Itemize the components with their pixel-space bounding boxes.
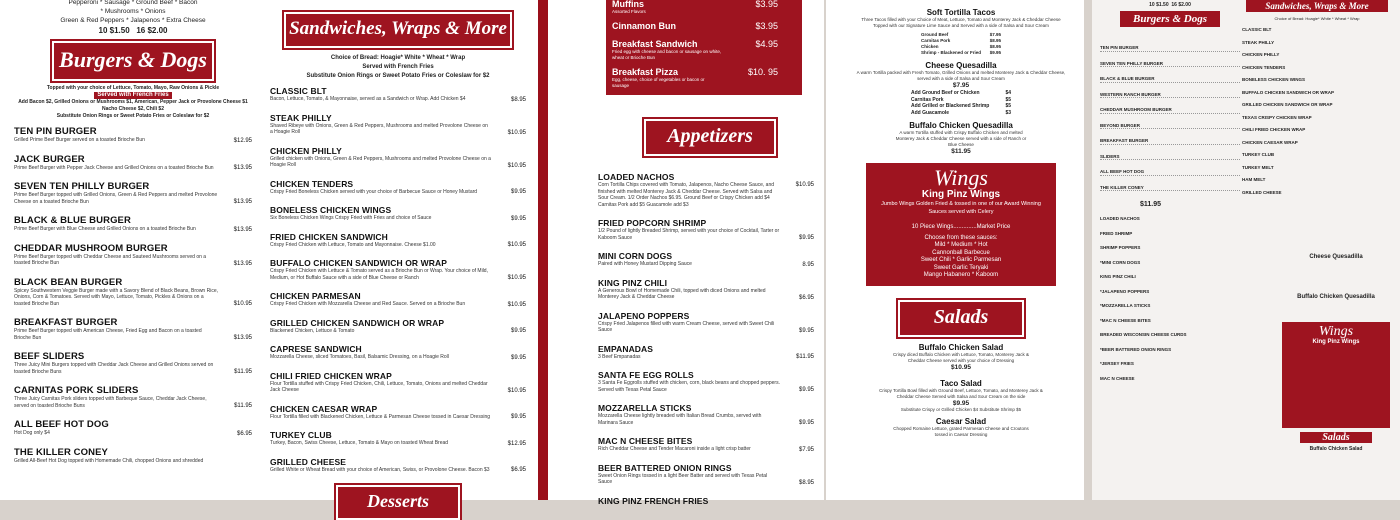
menu-item-desc: Mozzarella Cheese lightly breaded with Italian Bread Crumbs, served with Marinara Sauce [598, 413, 762, 426]
menu-item-price: $9.95 [798, 235, 814, 241]
menu-item [270, 457, 526, 474]
menu-item [270, 371, 526, 394]
appetizer-list [598, 172, 814, 506]
breakfast-price: $3.95 [755, 0, 778, 9]
list-item: *JALAPENO POPPERS [1100, 288, 1150, 294]
menu-item-name: JACK BURGER [14, 153, 85, 165]
bread-note: Choice of Bread: Hoagie* White * Wheat * Wrap [1274, 16, 1360, 21]
menu-item-price: $6.95 [798, 294, 814, 301]
salad-name: Caesar Salad [935, 416, 987, 426]
taco-option [921, 50, 1001, 56]
menu-item [598, 251, 814, 268]
list-item: *JERSEY FRIES [1100, 361, 1134, 366]
menu-item-desc: Mozzarella Cheese, sliced Tomatoes, Basil, Balsamic Dressing, on a Hoagie Roll [270, 354, 449, 360]
menu-item [598, 463, 814, 486]
menu-item-desc: Corn Tortilla Chips covered with Tomato, Jalapenos, Nacho Cheese Sauce, and finished with melted Monterey Jack & Cheddar Cheese. Served with Salsa and Sour Cream. 1/2 Order Nachos $6.95. Ground Beef or Crispy Chicken add $4 Carnitas Pork add $5 Guacamole add $3 [598, 182, 775, 208]
menu-item-name: MOZZARELLA STICKS [598, 403, 692, 413]
list-item: *MOZZARELLA STICKS [1100, 303, 1151, 308]
overview-price: $11.95 [1140, 201, 1162, 208]
menu-item-price: $9.95 [510, 414, 526, 420]
toppings-line: Green & Red Peppers * Jalapenos * Extra Cheese [60, 17, 206, 24]
spacer [1100, 30, 1240, 42]
sauce-line: Sweet Chili * Garlic Parmesan [920, 257, 1002, 263]
menu-item [270, 344, 526, 361]
breakfast-item [612, 39, 796, 61]
page-divider [538, 0, 548, 500]
wings-subtitle: King Pinz Wings [921, 189, 1001, 200]
list-item: LOADED NACHOS [1100, 216, 1140, 221]
menu-item-name: LOADED NACHOS [598, 172, 675, 182]
list-item: TEXAS CRISPY CHICKEN WRAP [1242, 114, 1312, 120]
menu-item-price: $9.95 [798, 420, 814, 426]
salad-price: $9.95 [952, 399, 970, 407]
menu-item [14, 317, 252, 341]
buffalo-quesadilla-section [856, 121, 1066, 155]
menu-item-name: CHEDDAR MUSHROOM BURGER [14, 242, 168, 254]
burgers-banner: Burgers & Dogs [1120, 11, 1220, 27]
salads-banner: Salads [898, 300, 1024, 337]
menu-item [14, 126, 252, 144]
list-item: BREAKFAST BURGER [1100, 138, 1240, 145]
list-item: SLIDERS [1100, 154, 1240, 161]
menu-item [14, 447, 252, 465]
list-item: STEAK PHILLY [1242, 39, 1275, 45]
menu-page-overview [1092, 0, 1400, 500]
list-item: CHEDDAR MUSHROOM BURGER [1100, 107, 1240, 114]
wings-desc: Jumbo Wings Golden Fried & tossed in one of our Award Winning Sauces served with Celery [881, 201, 1041, 215]
buffalo-quesadilla-desc: A warm Tortilla stuffed with Crispy Buffalo Chicken and melted Monterey Jack & Cheddar Cheese served with a side of Ranch or Blue Cheese [895, 130, 1027, 147]
buffalo-quesadilla-title: Buffalo Chicken Quesadilla [1297, 294, 1375, 300]
topping-price-10: 10 $1.50 [98, 26, 130, 35]
menu-item-price: $10.95 [507, 275, 526, 281]
salad-name: Buffalo Chicken Salad [918, 342, 1004, 352]
menu-item-price: $8.95 [798, 479, 814, 486]
menu-item [270, 404, 526, 421]
menu-item [14, 215, 252, 233]
salad-price: $10.95 [951, 363, 971, 371]
burgers-note: Nacho Cheese $2, Chili $2 [102, 106, 164, 112]
menu-item-desc: A Generous Bowl of Homemade Chili, topped with diced Onions and melted Monterey Jack & Cheddar Cheese [598, 287, 766, 300]
taco-option-name: Shrimp - Blackened or Fried [921, 50, 982, 55]
breakfast-name: Breakfast Sandwich [612, 39, 698, 49]
fries-tag: Served with French Fries [94, 92, 171, 99]
menu-item-name: STEAK PHILLY [270, 112, 332, 123]
menu-item-price: $7.95 [798, 446, 814, 453]
menu-item-price: $6.95 [510, 467, 526, 473]
sauce-line: Cannonball Barbecue [932, 249, 990, 256]
menu-item-price: $10.95 [507, 387, 526, 394]
list-item: SHRIMP POPPERS [1100, 245, 1141, 250]
menu-item-price: $10.95 [507, 301, 526, 308]
desserts-banner: Desserts [336, 485, 460, 520]
breakfast-name: Muffins [612, 0, 644, 9]
menu-item [270, 146, 526, 169]
breakfast-price: $3.95 [755, 21, 778, 31]
menu-item [14, 277, 252, 308]
menu-item-price: $6.95 [236, 430, 252, 437]
menu-item [270, 291, 526, 308]
menu-item-price: $9.95 [798, 387, 814, 393]
breakfast-name: Cinnamon Bun [612, 21, 676, 31]
taco-option-name: Carnitas Pork [921, 38, 951, 43]
salad-name: Taco Salad [940, 378, 982, 388]
menu-item [598, 172, 814, 208]
menu-item-name: SANTA FE EGG ROLLS [598, 370, 694, 380]
tacos-desc: Three Tacos filled with your Choice of Meat, Lettuce, Tomato and Monterey Jack & Cheddar Cheese Topped with our Signature Lime Sauce and Served with a side of Salsa and Sour Cream [861, 17, 1061, 28]
taco-option-name: Chicken [921, 44, 939, 49]
menu-item-price: $9.95 [510, 189, 526, 195]
list-item: WESTERN RANCH BURGER [1100, 92, 1240, 99]
taco-option-price: $8.95 [989, 38, 1001, 43]
menu-item-name: JALAPENO POPPERS [598, 310, 690, 321]
list-item: BLACK & BLUE BURGER [1100, 76, 1240, 83]
menu-item [270, 430, 526, 447]
menu-item-desc: Prime Beef Burger topped with Cheddar Cheese and Sauteed Mushrooms served on a toasted Brioche Bun [14, 253, 207, 266]
menu-item-price: $11.95 [234, 369, 252, 375]
menu-item-name: BUFFALO CHICKEN SANDWICH OR WRAP [270, 258, 447, 268]
menu-item-desc: Blackened Chicken, Lettuce & Tomato [270, 327, 355, 334]
list-item: HAM MELT [1242, 177, 1266, 182]
menu-item-price: $9.95 [510, 215, 526, 222]
list-item: *MINI CORN DOGS [1100, 259, 1141, 265]
tacos-options [921, 32, 1001, 56]
overview-burger-list [1100, 45, 1240, 191]
list-item: CHICKEN CAESAR WRAP [1242, 139, 1298, 145]
menu-item [598, 311, 814, 334]
breakfast-sub: Egg, cheese, choice of vegetables or bacon or sausage [612, 77, 705, 88]
menu-item [270, 86, 526, 103]
list-item: TEN PIN BURGER [1100, 45, 1240, 52]
menu-item-name: TURKEY CLUB [270, 430, 332, 440]
menu-item [14, 154, 252, 172]
quesadilla-add [911, 110, 1011, 117]
toppings-line: Pepperoni * Sausage * Ground Beef * Bacon [68, 0, 198, 6]
menu-item [270, 318, 526, 335]
list-item: THE KILLER CONEY [1100, 185, 1240, 192]
quesadilla-price: $7.95 [952, 82, 970, 89]
burgers-note: Substitute Onion Rings or Sweet Potato Fries or Coleslaw for $2 [56, 113, 210, 119]
salad-item [856, 417, 1066, 438]
menu-item-name: BONELESS CHICKEN WINGS [270, 205, 392, 215]
menu-item-desc: Paired with Honey Mustard Dipping Sauce [598, 261, 692, 267]
add-price: $5 [1005, 96, 1011, 103]
menu-item-name: CHILI FRIED CHICKEN WRAP [270, 370, 392, 381]
overview-sandwich-list [1242, 27, 1392, 195]
menu-item-price: $13.95 [233, 165, 252, 171]
buffalo-quesadilla-price: $11.95 [951, 148, 971, 155]
menu-item [270, 232, 526, 249]
menu-item-desc: Grilled White or Wheat Bread with your choice of American, Swiss, or Provolone Cheese. Bacon $3 [270, 466, 490, 473]
menu-item [598, 496, 814, 506]
breakfast-sub: Fried egg with cheese and bacon or sausage on white, wheat or Brioche Bun [612, 49, 722, 60]
salad-item [856, 343, 1066, 371]
menu-item-price: $8.95 [510, 96, 526, 103]
menu-item-price: $13.95 [233, 335, 252, 341]
menu-item-name: CARNITAS PORK SLIDERS [14, 385, 139, 396]
burger-list [14, 126, 252, 464]
list-item: CHILI FRIED CHICKEN WRAP [1242, 127, 1306, 132]
menu-item [14, 385, 252, 409]
list-item: GRILLED CHICKEN SANDWICH OR WRAP [1242, 102, 1333, 107]
sauces-label: Choose from these sauces: [924, 235, 998, 241]
menu-item-desc: 1/2 Pound of lightly Breaded Shrimp, served with your choice of Cocktail, Tarter or Kaboom Sauce [598, 228, 780, 241]
menu-page-appetizers [548, 0, 824, 506]
list-item: BEYOND BURGER [1100, 123, 1240, 130]
menu-item-name: GRILLED CHEESE [270, 456, 347, 467]
substitute-note: Substitute Onion Rings or Sweet Potato Fries or Coleslaw for $2 [306, 73, 490, 79]
wings-price-line: 10 Piece Wings..............Market Price [911, 224, 1011, 230]
quesadilla-section [856, 61, 1066, 116]
menu-item-price: $9.95 [510, 354, 526, 361]
sandwich-list [270, 86, 526, 473]
menu-item-desc: Bacon, Lettuce, Tomato, & Mayonnaise, served as a Sandwich or Wrap. Add Chicken $4 [270, 96, 466, 102]
menu-item-name: KING PINZ FRENCH FRIES [598, 495, 709, 506]
menu-item-name: CAPRESE SANDWICH [270, 344, 362, 354]
list-item: TURKEY CLUB [1242, 152, 1275, 157]
taco-option-name: Ground Beef [921, 32, 949, 37]
add-price: $4 [1005, 90, 1011, 96]
menu-item-name: BEEF SLIDERS [14, 351, 85, 362]
menu-item-desc: Three Juicy Carnitas Pork sliders topped with Barbeque Sauce, Cheddar Jack Cheese, served on toasted Brioche Buns [14, 396, 207, 409]
menu-item-name: CHICKEN CAESAR WRAP [270, 403, 378, 414]
menu-item [14, 419, 252, 437]
menu-item-name: MINI CORN DOGS [598, 251, 673, 261]
menu-item [270, 179, 526, 196]
list-item: BUFFALO CHICKEN SANDWICH OR WRAP [1242, 89, 1334, 95]
menu-item-name: FRIED POPCORN SHRIMP [598, 218, 707, 228]
menu-item-price: $13.95 [233, 226, 252, 233]
list-item: MAC N CHEESE [1100, 375, 1135, 381]
list-item: CHICKEN TENDERS [1242, 64, 1286, 70]
breakfast-box [606, 0, 802, 95]
overview-buffalo-quesadilla [1278, 294, 1394, 300]
menu-item-desc: Crispy Fried Boneless Chicken served with your choice of Barbecue Sauce or Honey Mustard [270, 188, 478, 195]
menu-item-desc: Crispy Fried Chicken with Lettuce & Tomato served as a Brioche Bun or Wrap. Your choice of Mild, Medium, or Hot Buffalo Sauce with a side of Blue Cheese or Ranch [270, 268, 488, 281]
menu-page-sandwiches [262, 0, 538, 511]
menu-item-desc: Rich Cheddar Cheese and Tender Macaroni inside a light crisp batter [598, 446, 751, 452]
menu-item [598, 436, 814, 453]
burgers-note: Add Bacon $2, Grilled Onions or Mushrooms $1, American, Pepper Jack or Provolone Cheese $1 [18, 99, 248, 105]
salad-item: Buffalo Chicken Salad [1309, 446, 1363, 452]
menu-item-price: $12.95 [507, 440, 526, 447]
menu-item-desc: Spicey Southwestern Veggie Burger made with a Savory Blend of Black Beans, Brown Rice, Onions, Corn & Tomatoes. Served with Mayo, Lettuce, Tomato, Pickles & Onions on a toasted Brioche Bun [14, 287, 218, 307]
menu-item [598, 370, 814, 393]
overview-quesadilla [1278, 254, 1394, 260]
menu-page-burgers [0, 0, 262, 500]
list-item: *MAC N CHEESE BITES [1100, 317, 1151, 323]
salad-extra: Substitute Crispy or Grilled Chicken $4 Substitute Shrimp $5 [900, 406, 1022, 412]
topping-price-16: 16 $2.00 [136, 26, 168, 35]
breakfast-sub: Assorted Flavors [612, 9, 646, 14]
menu-item-name: CHICKEN TENDERS [270, 178, 354, 189]
menu-item-desc: Grilled All-Beef Hot Dog topped with Homemade Chili, chopped Onions and shredded [14, 457, 204, 464]
menu-item [270, 258, 526, 281]
menu-item-price: $9.95 [510, 328, 526, 334]
menu-item-name: GRILLED CHICKEN SANDWICH OR WRAP [270, 317, 445, 328]
list-item: TURKEY MELT [1242, 164, 1274, 170]
list-item: ALL BEEF HOT DOG [1100, 169, 1240, 176]
menu-item-price: $13.95 [233, 260, 252, 267]
menu-page-tacos-wings [826, 0, 1084, 500]
menu-item-desc: Grilled chicken with Onions, Green & Red Peppers, Mushrooms and melted Provolone Cheese on a Hoagie Roll [270, 155, 491, 168]
sauce-line: Mango Habanero * Kaboom [923, 272, 999, 278]
menu-item-desc: Shaved Ribeye with Onions, Green & Red Peppers, Mushrooms and melted Provolone Cheese on a Hoagie Roll [270, 122, 488, 135]
menu-item-desc: Crispy Fried Chicken with Mozzarella Cheese and Red Sauce. Served on a Brioche Bun [270, 301, 466, 307]
list-item: GRILLED CHEESE [1242, 189, 1282, 195]
tacos-section [856, 8, 1066, 56]
menu-item-name: BLACK BEAN BURGER [14, 276, 123, 288]
wings-title: Wings [934, 165, 988, 190]
add-price: $5 [1005, 103, 1011, 109]
topping-price-10: 10 $1.50 [1149, 2, 1169, 8]
bread-note: Choice of Bread: Hoagie* White * Wheat * Wrap [330, 55, 466, 61]
menu-item-name: BEER BATTERED ONION RINGS [598, 462, 732, 473]
menu-item-desc: 3 Beef Empanadas [598, 353, 641, 360]
menu-item-desc: Prime Beef Burger with Pepper Jack Cheese and Grilled Onions on a toasted Brioche Bun [14, 164, 214, 171]
list-item: CHICKEN PHILLY [1242, 52, 1280, 57]
add-name: Add Guacamole [911, 109, 950, 116]
menu-item-name: CHICKEN PARMESAN [270, 291, 361, 301]
add-name: Carnitas Pork [911, 96, 944, 103]
list-item: KING PINZ CHILI [1100, 274, 1136, 279]
quesadilla-adds [911, 90, 1011, 116]
menu-item-price: $10.95 [507, 129, 526, 136]
menu-item [598, 278, 814, 301]
salads-banner: Salads [1300, 432, 1372, 443]
menu-item-desc: Grilled Prime Beef Burger served on a toasted Brioche Bun [14, 137, 145, 143]
appetizers-banner: Appetizers [644, 119, 776, 156]
menu-item [598, 344, 814, 361]
menu-item [14, 351, 252, 375]
burgers-note: Topped with your choice of Lettuce, Tomato, Mayo, Raw Onions & Pickle [46, 85, 220, 91]
menu-item-price: $13.95 [233, 199, 252, 205]
menu-item-name: SEVEN TEN PHILLY BURGER [14, 181, 150, 192]
menu-item-name: CLASSIC BLT [270, 86, 327, 96]
sandwiches-banner: Sandwiches, Wraps & More [1246, 0, 1388, 12]
menu-item [270, 113, 526, 136]
sauce-line: Sweet Garlic Teryaki [933, 264, 989, 271]
salad-desc: Chopped Romaine Lettuce, grated Parmesan Cheese and Croutons tossed in Caesar Dressing [893, 425, 1029, 437]
overview-app-list [1100, 216, 1240, 381]
menu-item-desc: Prime Beef Burger with Blue Cheese and Grilled Onions on a toasted Brioche Bun [14, 226, 196, 232]
menu-item-desc: Flour Tortilla stuffed with Crispy Fried Chicken, Chili, Lettuce, Tomato, Onions and melted Cheddar Jack Cheese [270, 380, 488, 393]
list-item: SEVEN TEN PHILLY BURGER [1100, 61, 1240, 68]
menu-item-desc: 3 Santa Fe Eggrolls stuffed with chicken, corn, black beans and chopped peppers. Served with Texas Petal Sauce [598, 380, 780, 393]
menu-item-desc: Three Juicy Mini Burgers topped with Cheddar Jack Cheese and Grilled Onions served on toasted Brioche Buns [14, 362, 214, 375]
menu-item-desc: Crispy Fried Jalapenos filled with warm Cream Cheese, served with Sweet Chili Sauce [598, 320, 775, 333]
add-name: Add Grilled or Blackened Shrimp [911, 103, 990, 109]
add-price: $3 [1005, 109, 1011, 116]
list-item: BONELESS CHICKEN WINGS [1242, 77, 1306, 82]
menu-item-name: MAC N CHEESE BITES [598, 436, 693, 446]
menu-item-name: EMPANADAS [598, 343, 654, 354]
menu-item-price: $11.95 [796, 354, 814, 360]
menu-item-name: KING PINZ CHILI [598, 277, 668, 288]
menu-item-desc: Prime Beef Burger topped with American Cheese, Fried Egg and Bacon on a toasted Brioche Bun [14, 328, 202, 341]
breakfast-item [612, 21, 796, 31]
menu-item-price: $10.95 [507, 162, 526, 169]
salad-item [856, 379, 1066, 413]
burgers-banner: Burgers & Dogs [52, 41, 214, 81]
taco-option-price: $8.95 [989, 44, 1001, 49]
breakfast-price: $10. 95 [747, 67, 778, 77]
menu-item-name: TEN PIN BURGER [14, 126, 97, 137]
menu-item-price: $10.95 [233, 301, 252, 307]
sauce-line: Mild * Medium * Hot [934, 242, 988, 248]
menu-item-price: 8.95 [802, 261, 814, 268]
menu-item-name: FRIED CHICKEN SANDWICH [270, 231, 388, 242]
menu-item-desc: Turkey, Bacon, Swiss Cheese, Lettuce, Tomato & Mayo on toasted Wheat Bread [270, 440, 449, 446]
overview-wings-box [1282, 322, 1390, 428]
breakfast-item [612, 67, 796, 89]
wings-box [866, 163, 1056, 286]
sandwiches-banner: Sandwiches, Wraps & More [284, 12, 512, 48]
buffalo-quesadilla-title: Buffalo Chicken Quesadilla [909, 121, 1013, 130]
menu-item [598, 403, 814, 426]
wings-title: Wings [1318, 324, 1354, 339]
breakfast-item [612, 0, 796, 15]
menu-item-desc: Sweet Onion Rings tossed in a light Beer Batter and served with Texas Petal Sauce [598, 472, 768, 485]
taco-option-price: $7.95 [989, 32, 1001, 37]
list-item: CLASSIC BLT [1242, 27, 1272, 32]
quesadilla-title: Cheese Quesadilla [925, 61, 997, 70]
list-item: BREADED WISCONSIN CHEESE CURDS [1100, 332, 1187, 337]
menu-item-name: ALL BEEF HOT DOG [14, 419, 109, 430]
salad-desc: Crispy Tortilla Bowl filled with Ground Beef, Lettuce, Tomato, and Monterey Jack & Cheddar Cheese Served with Salsa and Sour Cream on the side [879, 387, 1043, 399]
menu-item [14, 181, 252, 205]
toppings-line: * Mushrooms * Onions [100, 8, 166, 15]
menu-item-price: $9.95 [798, 327, 814, 334]
menu-item [14, 243, 252, 267]
add-name: Add Ground Beef or Chicken [911, 90, 980, 96]
menu-item-name: THE KILLER CONEY [14, 446, 108, 458]
menu-item-desc: Hot Dog only $4 [14, 430, 50, 436]
menu-item-desc: Flour Tortilla filled with Blackened Chicken, Lettuce & Parmesan Cheese tossed in Caesar Dressing [270, 413, 491, 420]
menu-item-price: $10.95 [795, 182, 814, 188]
menu-item-price: $12.95 [233, 137, 252, 144]
menu-item-name: CHICKEN PHILLY [270, 145, 342, 156]
menu-item-price: $10.95 [507, 242, 526, 248]
menu-item-desc: Six Boneless Chicken Wings Crispy Fried with Fries and choice of Sauce [270, 215, 432, 221]
wings-subtitle: King Pinz Wings [1312, 339, 1360, 345]
taco-option-price: $9.95 [989, 50, 1001, 55]
quesadilla-title: Cheese Quesadilla [1309, 254, 1363, 260]
tacos-title: Soft Tortilla Tacos [926, 8, 996, 17]
fries-note: Served with French Fries [362, 64, 434, 70]
list-item: *BEER BATTERED ONION RINGS [1100, 346, 1172, 352]
menu-item-price: $11.95 [234, 403, 252, 409]
quesadilla-desc: A warm Tortilla packed with Fresh Tomato, Grilled Onions and melted Monterey Jack & Cheddar Cheese, served with a side of Salsa and Sour Cream [856, 70, 1066, 81]
salad-desc: Crispy diced Buffalo Chicken with Lettuce, Tomato, Monterey Jack & Cheddar Cheese served with your choice of Dressing [893, 351, 1029, 363]
menu-item-name: BREAKFAST BURGER [14, 317, 118, 328]
breakfast-name: Breakfast Pizza [612, 67, 679, 77]
menu-item-desc: Crispy Fried Chicken with Lettuce, Tomato and Mayonnaise. Cheese $1.00 [270, 241, 436, 248]
topping-price-16: 16 $2.00 [1171, 2, 1191, 8]
menu-item [598, 218, 814, 241]
menu-item-name: BLACK & BLUE BURGER [14, 215, 131, 226]
breakfast-price: $4.95 [755, 39, 778, 49]
menu-item [270, 205, 526, 222]
menu-item-desc: Prime Beef Burger topped with Grilled Onions, Green & Red Peppers and melted Provolone Cheese on a toasted Brioche Bun [14, 192, 218, 205]
list-item: FRIED SHRIMP [1100, 230, 1133, 236]
